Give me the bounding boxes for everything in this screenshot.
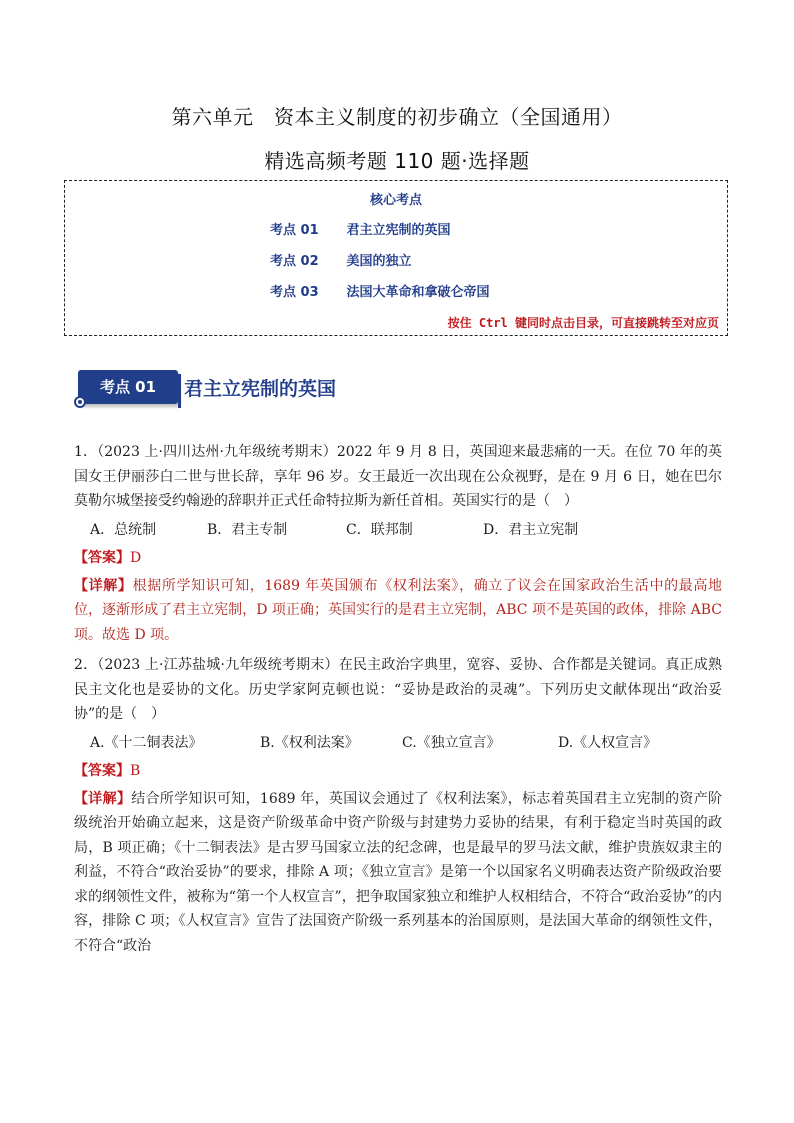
toc-navigation-hint: 按住 Ctrl 键同时点击目录，可直接跳转至对应页 xyxy=(447,316,719,330)
answer-value: B xyxy=(130,763,141,779)
answer-value: D xyxy=(130,550,142,566)
bullet-dot-icon xyxy=(74,396,86,408)
option-b: B．君主专制 xyxy=(207,521,288,538)
toc-item-01[interactable] xyxy=(270,219,451,238)
answer-line xyxy=(74,546,722,571)
table-of-contents xyxy=(64,180,728,336)
detail-text: 结合所学知识可知，1689 年，英国议会通过了《权利法案》，标志着英国君主立宪制的资产阶级统治开始确立起来，这是资产阶级革命中资产阶级与封建势力妥协的结果，有利于稳定当时英国的政局，B 项正确；《十二铜表法》是古罗马国家立法的纪念碑，也是最早的罗马法文献，维护贵族奴隶主的利益，不符合“政治妥协”的要求，排除 A 项；《独立宣言》是第一个以国家名义明确表达资产阶级政治要求的纲领性文件，被称为“第一个人权宣言”，把争取国家独立和维护人权相结合，不符合“政治妥协”的内容，排除 C 项；《人权宣言》宣告了法国资产阶级一系列基本的治国原则，是法国大革命的纲领性文件，不符合“政治 xyxy=(74,790,722,954)
detail-paragraph xyxy=(74,787,722,959)
toc-item-number: 考点 01 xyxy=(270,223,319,238)
page-subtitle: 精选高频考题 110 题·选择题 xyxy=(264,149,530,173)
option-a: A.《十二铜表法》 xyxy=(90,734,203,751)
option-d: D.《人权宣言》 xyxy=(558,734,658,751)
options-row xyxy=(74,518,722,543)
toc-item-number: 考点 03 xyxy=(270,285,319,300)
answer-line xyxy=(74,759,722,784)
detail-label: 【详解】 xyxy=(74,790,132,807)
option-a: A．总统制 xyxy=(90,521,157,538)
toc-item-number: 考点 02 xyxy=(270,254,319,269)
section-title: 君主立宪制的英国 xyxy=(184,378,337,400)
detail-paragraph xyxy=(74,574,722,648)
detail-text: 根据所学知识可知，1689 年英国颁布《权利法案》，确立了议会在国家政治生活中的最高地位，逐渐形成了君主立宪制，D 项正确；英国实行的是君主立宪制，ABC 项不是英国的政体，排除 ABC 项。故选 D 项。 xyxy=(74,577,723,643)
toc-item-label: 美国的独立 xyxy=(346,254,412,269)
question-item xyxy=(74,653,722,958)
option-c: C．联邦制 xyxy=(346,521,413,538)
section-tag: 考点 01 xyxy=(78,370,178,404)
toc-item-label: 君主立宪制的英国 xyxy=(346,223,451,238)
toc-item-02[interactable] xyxy=(270,250,412,269)
answer-label: 【答案】 xyxy=(74,550,130,566)
toc-heading: 核心考点 xyxy=(369,193,422,208)
answer-label: 【答案】 xyxy=(74,763,130,779)
question-item xyxy=(74,440,722,647)
section-divider xyxy=(178,374,181,408)
page-title: 第六单元 资本主义制度的初步确立（全国通用） xyxy=(171,105,623,129)
question-list xyxy=(74,440,722,958)
option-d: D．君主立宪制 xyxy=(483,521,579,538)
section-header xyxy=(74,366,494,408)
toc-item-03[interactable] xyxy=(270,281,490,300)
question-stem: 1．（2023 上·四川达州·九年级统考期末）2022 年 9 月 8 日，英国迎来最悲痛的一天。在位 70 年的英国女王伊丽莎白二世与世长辞，享年 96 岁。女王最近一次出现在公众视野，是在 9 月 6 日，她在巴尔莫勒尔城堡接受约翰逊的辞职并正式任命特拉斯为新任首相。英国实行的是（ ） xyxy=(74,444,722,509)
detail-label: 【详解】 xyxy=(74,577,133,594)
option-c: C.《独立宣言》 xyxy=(402,734,501,751)
toc-item-label: 法国大革命和拿破仑帝国 xyxy=(346,285,490,300)
options-row xyxy=(74,731,722,756)
question-stem: 2．（2023 上·江苏盐城·九年级统考期末）在民主政治字典里，宽容、妥协、合作都是关键词。真正成熟民主文化也是妥协的文化。历史学家阿克顿也说：“妥协是政治的灵魂”。下列历史文献体现出“政治妥协”的是（ ） xyxy=(74,657,722,722)
option-b: B.《权利法案》 xyxy=(260,734,359,751)
